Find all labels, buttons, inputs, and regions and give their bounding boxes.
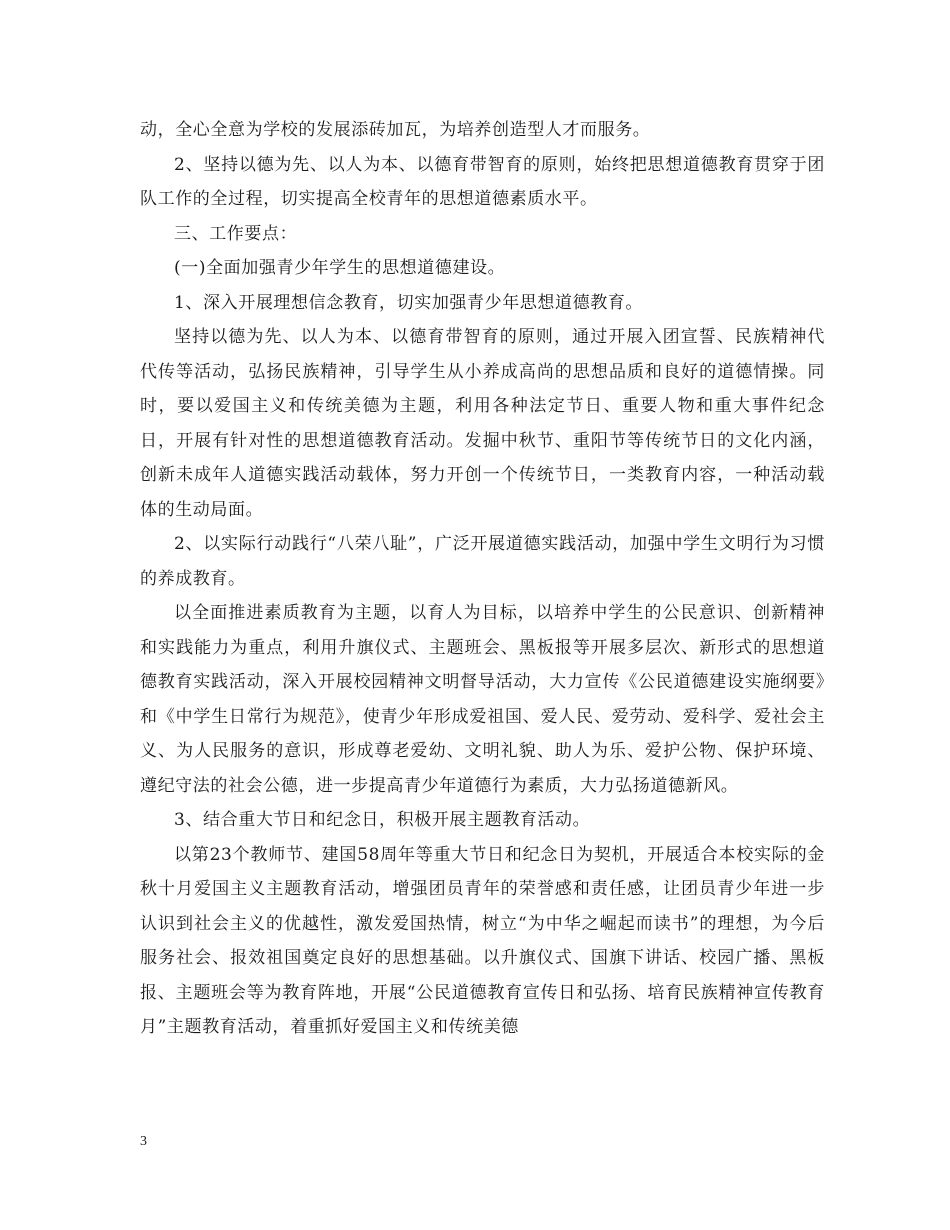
item-heading-2: 2、以实际行动践行“八荣八耻”，广泛开展道德实践活动，加强中学生文明行为习惯的养成教育。 — [140, 534, 825, 589]
page-number: 3 — [140, 1134, 147, 1149]
section-heading-work-points: 三、工作要点： — [174, 223, 298, 244]
paragraph-continuation: 动，全心全意为学校的发展添砖加瓦，为培养创造型人才而服务。 — [140, 120, 651, 140]
paragraph-principle-2: 2、坚持以德为先、以人为本、以德育带智育的原则，始终把思想道德教育贯穿于团队工作的全过程，切实提高全校青年的思想道德素质水平。 — [140, 154, 825, 209]
item-heading-3: 3、结合重大节日和纪念日，积极开展主题教育活动。 — [174, 810, 591, 830]
subsection-heading-1: (一)全面加强青少年学生的思想道德建设。 — [174, 258, 506, 278]
paragraph-item-3-body: 以第23个教师节、建国58周年等重大节日和纪念日为契机，开展适合本校实际的金秋十月爱国主义主题教育活动，增强团员青年的荣誉感和责任感，让团员青少年进一步认识到社会主义的优越性，激发爱国热情，树立“为中华之崛起而读书”的理想，为今后服务社会、报效祖国奠定良好的思想基础。以升旗仪式、国旗下讲话、校园广播、黑板报、主题班会等为教育阵地，开展“公民道德教育宣传日和弘扬、培育民族精神宣传教育月”主题教育活动，着重抓好爱国主义和传统美德 — [140, 844, 825, 1037]
item-heading-1: 1、深入开展理想信念教育，切实加强青少年思想道德教育。 — [174, 292, 644, 313]
paragraph-item-1-body: 坚持以德为先、以人为本、以德育带智育的原则，通过开展入团宣誓、民族精神代代传等活动，弘扬民族精神，引导学生从小养成高尚的思想品质和良好的道德情操。同时，要以爱国主义和传统美德为主题，利用各种法定节日、重要人物和重大事件纪念日，开展有针对性的思想道德教育活动。发掘中秋节、重阳节等传统节日的文化内涵，创新未成年人道德实践活动载体，努力开创一个传统节日，一类教育内容，一种活动载体的生动局面。 — [140, 327, 825, 520]
paragraph-item-2-body: 以全面推进素质教育为主题，以育人为目标，以培养中学生的公民意识、创新精神和实践能力为重点，利用升旗仪式、主题班会、黑板报等开展多层次、新形式的思想道德教育实践活动，深入开展校园精神文明督导活动，大力宣传《公民道德建设实施纲要》和《中学生日常行为规范》，使青少年形成爱祖国、爱人民、爱劳动、爱科学、爱社会主义、为人民服务的意识，形成尊老爱幼、文明礼貌、助人为乐、爱护公物、保护环境、遵纪守法的社会公德，进一步提高青少年道德行为素质，大力弘扬道德新风。 — [140, 603, 825, 796]
document-body — [140, 113, 825, 1045]
